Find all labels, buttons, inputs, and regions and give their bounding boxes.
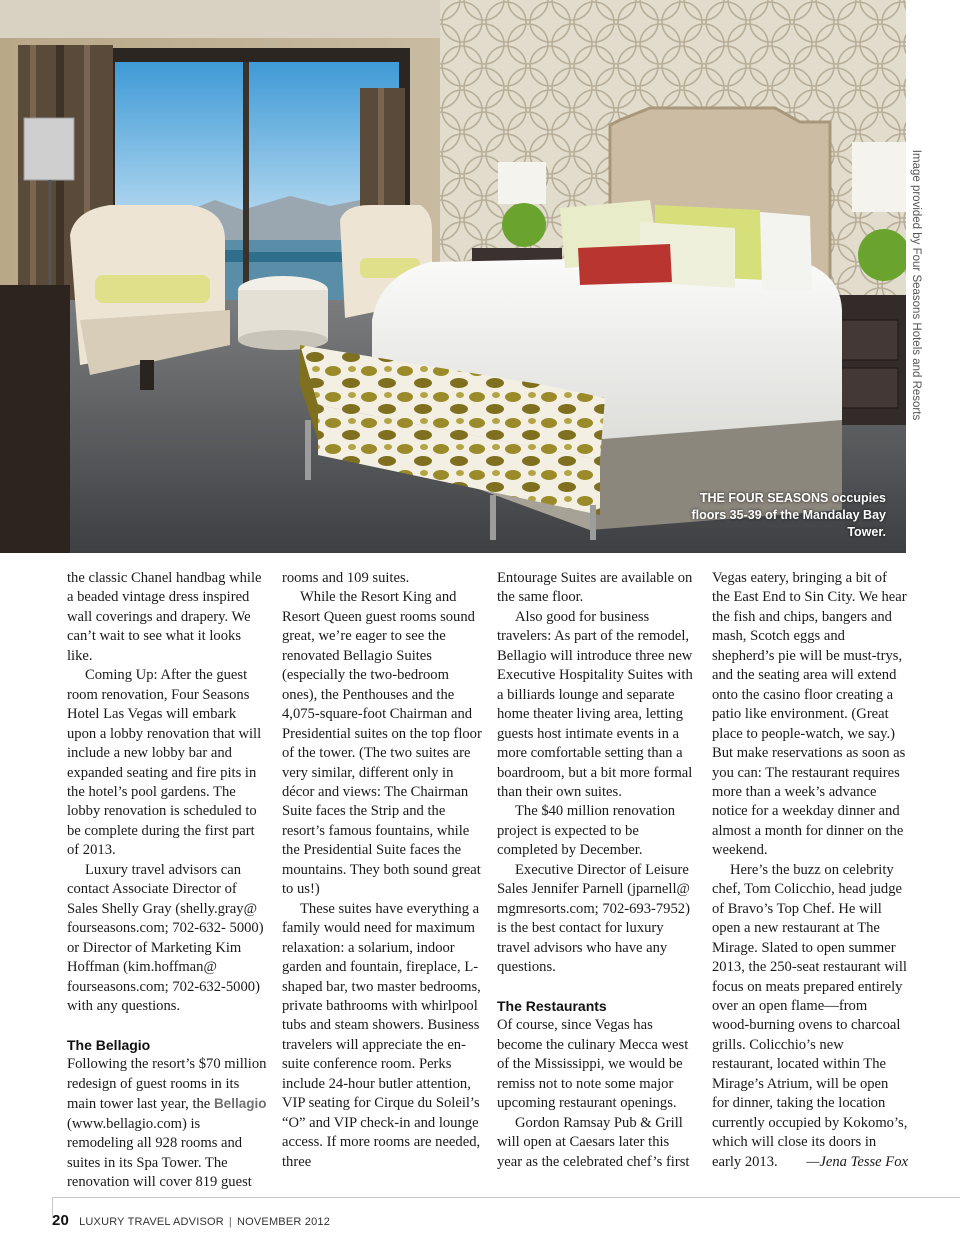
bellagio-highlight: Bellagio	[213, 1096, 267, 1112]
article-column-4	[712, 569, 908, 1172]
hotel-room-photo	[0, 0, 906, 553]
paragraph: Luxury travel advisors can contact Associate Director of Sales Shelly Gray (shelly.gray@ fourseasons.com; 702-632- 5000) or Director of Marketing Kim Hoffman (kim.hoffman@ fourseasons.com; 702-632-5000) with any questions.	[67, 861, 264, 1014]
paragraph-text: (www.bellagio.com) is remodeling all 928 rooms and suites in its Spa Tower. The renovation will cover 819 guest	[67, 1115, 252, 1191]
article-column-1	[67, 569, 267, 1192]
paragraph	[712, 861, 908, 1172]
article-column-3	[497, 569, 697, 1172]
paragraph: Gordon Ramsay Pub & Grill will open at Caesars later this year as the celebrated chef’s first	[497, 1114, 690, 1170]
author-signature: —Jena Tesse Fox	[806, 1153, 908, 1170]
issue-date: NOVEMBER 2012	[236, 1216, 331, 1228]
paragraph-text: Here’s the buzz on celebrity chef, Tom Colicchio, head judge of Bravo’s Top Chef. He will open a new restaurant at The Mirage. Slated to open summer 2013, the 250-seat restaurant will focus on meats prepared entirely over an open flame—from wood-burning ovens to charcoal grills. Colicchio’s new restaurant, located within The Mirage’s Atrium, will be open for dinner, taking the location currently occupied by Kokomo’s, which will close its doors in early 2013.	[712, 861, 908, 1170]
photo-caption: THE FOUR SEASONS occupies floors 35-39 of the Mandalay Bay Tower.	[691, 491, 886, 539]
paragraph	[67, 1055, 267, 1192]
paragraph: Entourage Suites are available on the same floor.	[497, 570, 693, 606]
hotel-room-illustration	[0, 0, 906, 553]
paragraph: While the Resort King and Resort Queen guest rooms sound great, we’re eager to see the renovated Bellagio Suites (especially the two-bedroom ones), the Penthouses and the 4,075-square-foot Chairman and Presidential suites on the top floor of the tower. (The two suites are very similar, different only in décor and views: The Chairman Suite faces the Strip and the resort’s famous fountains, while the Presidential Suite faces the mountains. They both sound great to us!)	[282, 589, 482, 898]
paragraph: These suites have everything a family would need for maximum relaxation: a solarium, indoor garden and fountain, fireplace, L-shaped bar, two master bedrooms, private bathrooms with whirlpool tubs and steam showers. Business travelers will appreciate the en-suite conference room. Perks include 24-hour butler attention, VIP seating for Cirque du Soleil’s “O” and VIP check-in and lounge access. If more rooms are needed, three	[282, 900, 481, 1170]
paragraph: Coming Up: After the guest room renovation, Four Seasons Hotel Las Vegas will embark upon a lobby renovation that will include a new lobby bar and expanded seating and fire pits in the hotel’s pool gardens. The lobby renovation is scheduled to be complete during the first part of 2013.	[67, 667, 262, 859]
paragraph: Also good for business travelers: As part of the remodel, Bellagio will introduce three new Executive Hospitality Suites with a billiards lounge and separate home theater living area, letting guests host intimate events in a more comfortable setting than a boardroom, but a bit more formal than their own suites.	[497, 608, 693, 800]
article-column-2	[282, 569, 482, 1172]
page-number: 20	[52, 1212, 70, 1229]
photo-credit-text: Image provided by Four Seasons Hotels and Resorts	[910, 149, 922, 421]
paragraph: rooms and 109 suites.	[282, 570, 410, 586]
page-footer	[52, 1212, 330, 1229]
paragraph: Vegas eatery, bringing a bit of the East End to Sin City. We hear the fish and chips, bangers and mash, Scotch eggs and shepherd’s pie will be must-trys, and the seating area will extend onto the casino floor creating a patio like environment. (Great place to people-watch, we say.) But make reservations as soon as you can: The restaurant requires more than a week’s advance notice for a weekday dinner and almost a month for dinner on the weekend.	[712, 570, 907, 859]
footer-separator: |	[228, 1216, 232, 1228]
paragraph: Of course, since Vegas has become the culinary Mecca west of the Mississippi, we would be remiss not to note some major upcoming restaurant openings.	[497, 1017, 689, 1112]
paragraph: The $40 million renovation project is expected to be completed by December.	[497, 803, 676, 859]
paragraph-text: Following the resort’s $70 million redesign of guest rooms in its main tower last year, the	[67, 1056, 267, 1113]
section-heading-bellagio: The Bellagio	[67, 1036, 151, 1053]
paragraph: Executive Director of Leisure Sales Jennifer Parnell (jparnell@ mgmresorts.com; 702-693-7952) is the best contact for luxury travel advisors who have any questions.	[497, 861, 690, 976]
paragraph: the classic Chanel handbag while a beaded vintage dress inspired wall coverings and drapery. We can’t wait to see what it looks like.	[67, 570, 262, 664]
footer-rule	[52, 1197, 960, 1198]
publication-name: LUXURY TRAVEL ADVISOR	[79, 1216, 224, 1228]
section-heading-restaurants: The Restaurants	[497, 997, 607, 1014]
